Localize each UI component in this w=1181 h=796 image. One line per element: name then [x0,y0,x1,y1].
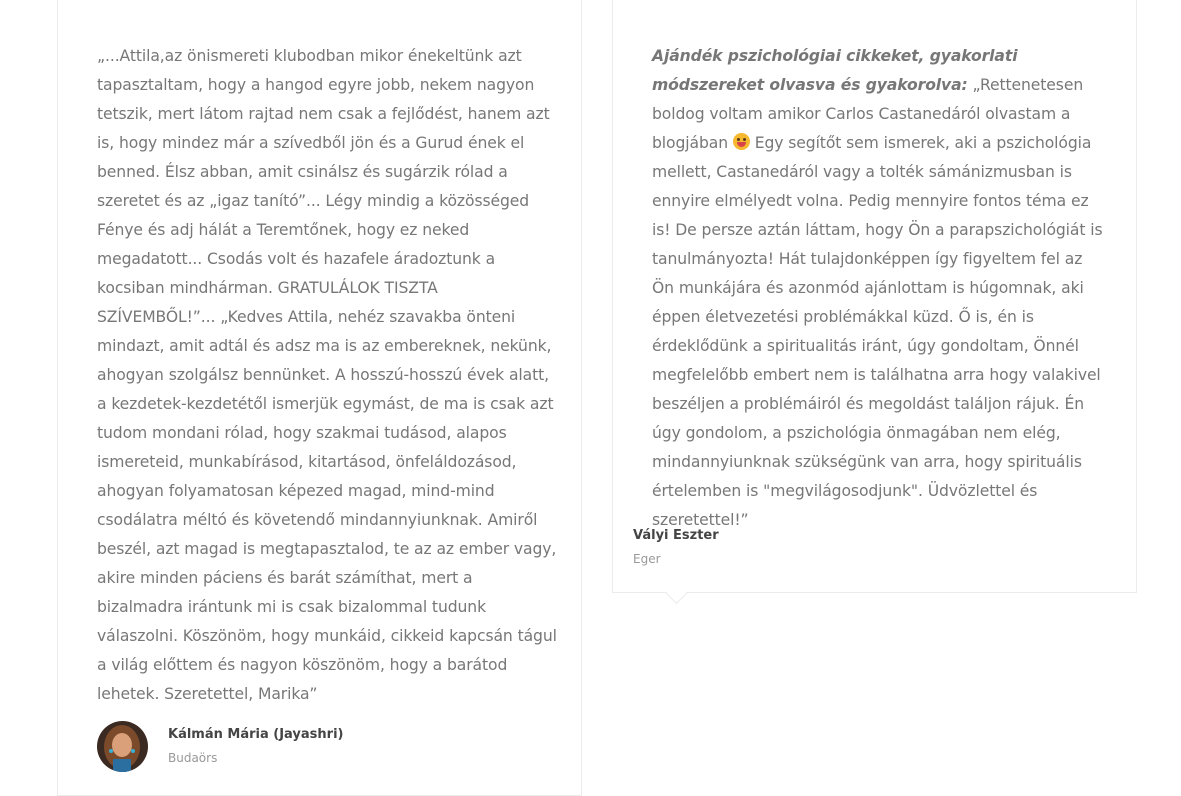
author-name: Vályi Eszter [633,528,719,543]
author-city: Eger [633,552,661,566]
testimonial-card-kalman [57,0,582,796]
grinning-tongue-emoji-icon [733,133,750,150]
avatar [97,721,148,772]
author-name: Kálmán Mária (Jayashri) [168,727,344,742]
testimonial-quote: „...Attila,az önismereti klubodban mikor énekeltünk azt tapasztaltam, hogy a hangod egyre jobb, nekem nagyon tetszik, mert látom rajtad nem csak a fejlődést, hanem azt is, hogy mindez már a szívedből jön és a Gurud ének el benned. Élsz abban, amit csinálsz és sugárzik rólad a szeretet és az „igaz tanító”... Légy mindig a közösséged Fénye és adj hálát a Teremtőnek, hogy ez neked megadatott... Csodás volt és hazafele áradoztunk a kocsiban mindhárman. GRATULÁLOK TISZTA SZÍVEMBŐL!”... „Kedves Attila, nehéz szavakba önteni mindazt, amit adtál és adsz ma is az embereknek, nekünk, ahogyan szolgálsz bennünket. A hosszú-hosszú évek alatt, a kezdetek-kezdetétől ismerjük egymást, de ma is csak azt tudom mondani rólad, hogy szakmai tudásod, alapos ismereteid, munkabírásod, kitartásod, önfeláldozásod, ahogyan folyamatosan képezed magad, mind-mind csodálatra méltó és követendő mindannyiunknak. Amiről beszél, azt magad is megtapasztalod, te az az ember vagy, akire minden páciens és barát számíthat, mert a bizalmadra irántunk mi is csak bizalommal tudunk válaszolni. Köszönöm, hogy munkáid, cikkeid kapcsán tágul a világ előttem és nagyon köszönöm, hogy a barátod lehetek. Szeretettel, Marika” [97,47,557,703]
testimonial-lead: Ajándék pszichológiai cikkeket, gyakorlati módszereket olvasva és gyakorolva: [652,47,1018,94]
author-meta [168,726,343,767]
author-meta [633,527,719,568]
testimonial-author [633,527,719,568]
testimonial-author [97,721,343,772]
testimonial-quote-end: Egy segítőt sem ismerek, aki a pszichológia mellett, Castanedáról vagy a tolték sámánizmusban is ennyire elmélyedt volna. Pedig mennyire fontos téma ez is! De persze aztán láttam, hogy Ön a parapszichológiát is tanulmányozta! Hát tulajdonképpen így figyeltem fel az Ön munkájára és azonmód ajánlottam is húgomnak, aki éppen életvezetési problémákkal küzd. Ő is, én is érdeklődünk a spiritualitás iránt, úgy gondoltam, Önnél megfelelőbb embert nem is találhatna arra hogy valakivel beszéljen a problémáiról és megoldást találjon rájuk. Én úgy gondolom, a pszichológia önmagában nem elég, mindannyiunknak szükségünk van arra, hogy spirituális értelemben is "megvilágosodjunk". Üdvözlettel és szeretettel!” [652,134,1103,529]
testimonial-quote-start: „Rettenetesen boldog voltam amikor Carlos Castanedáról olvastam a blogjában [652,76,1084,152]
author-city: Budaörs [168,751,218,765]
speech-pointer [666,583,687,604]
testimonial-card-valyi [612,0,1137,593]
avatar-photo-icon [97,721,148,772]
testimonial-quote [652,42,1107,535]
